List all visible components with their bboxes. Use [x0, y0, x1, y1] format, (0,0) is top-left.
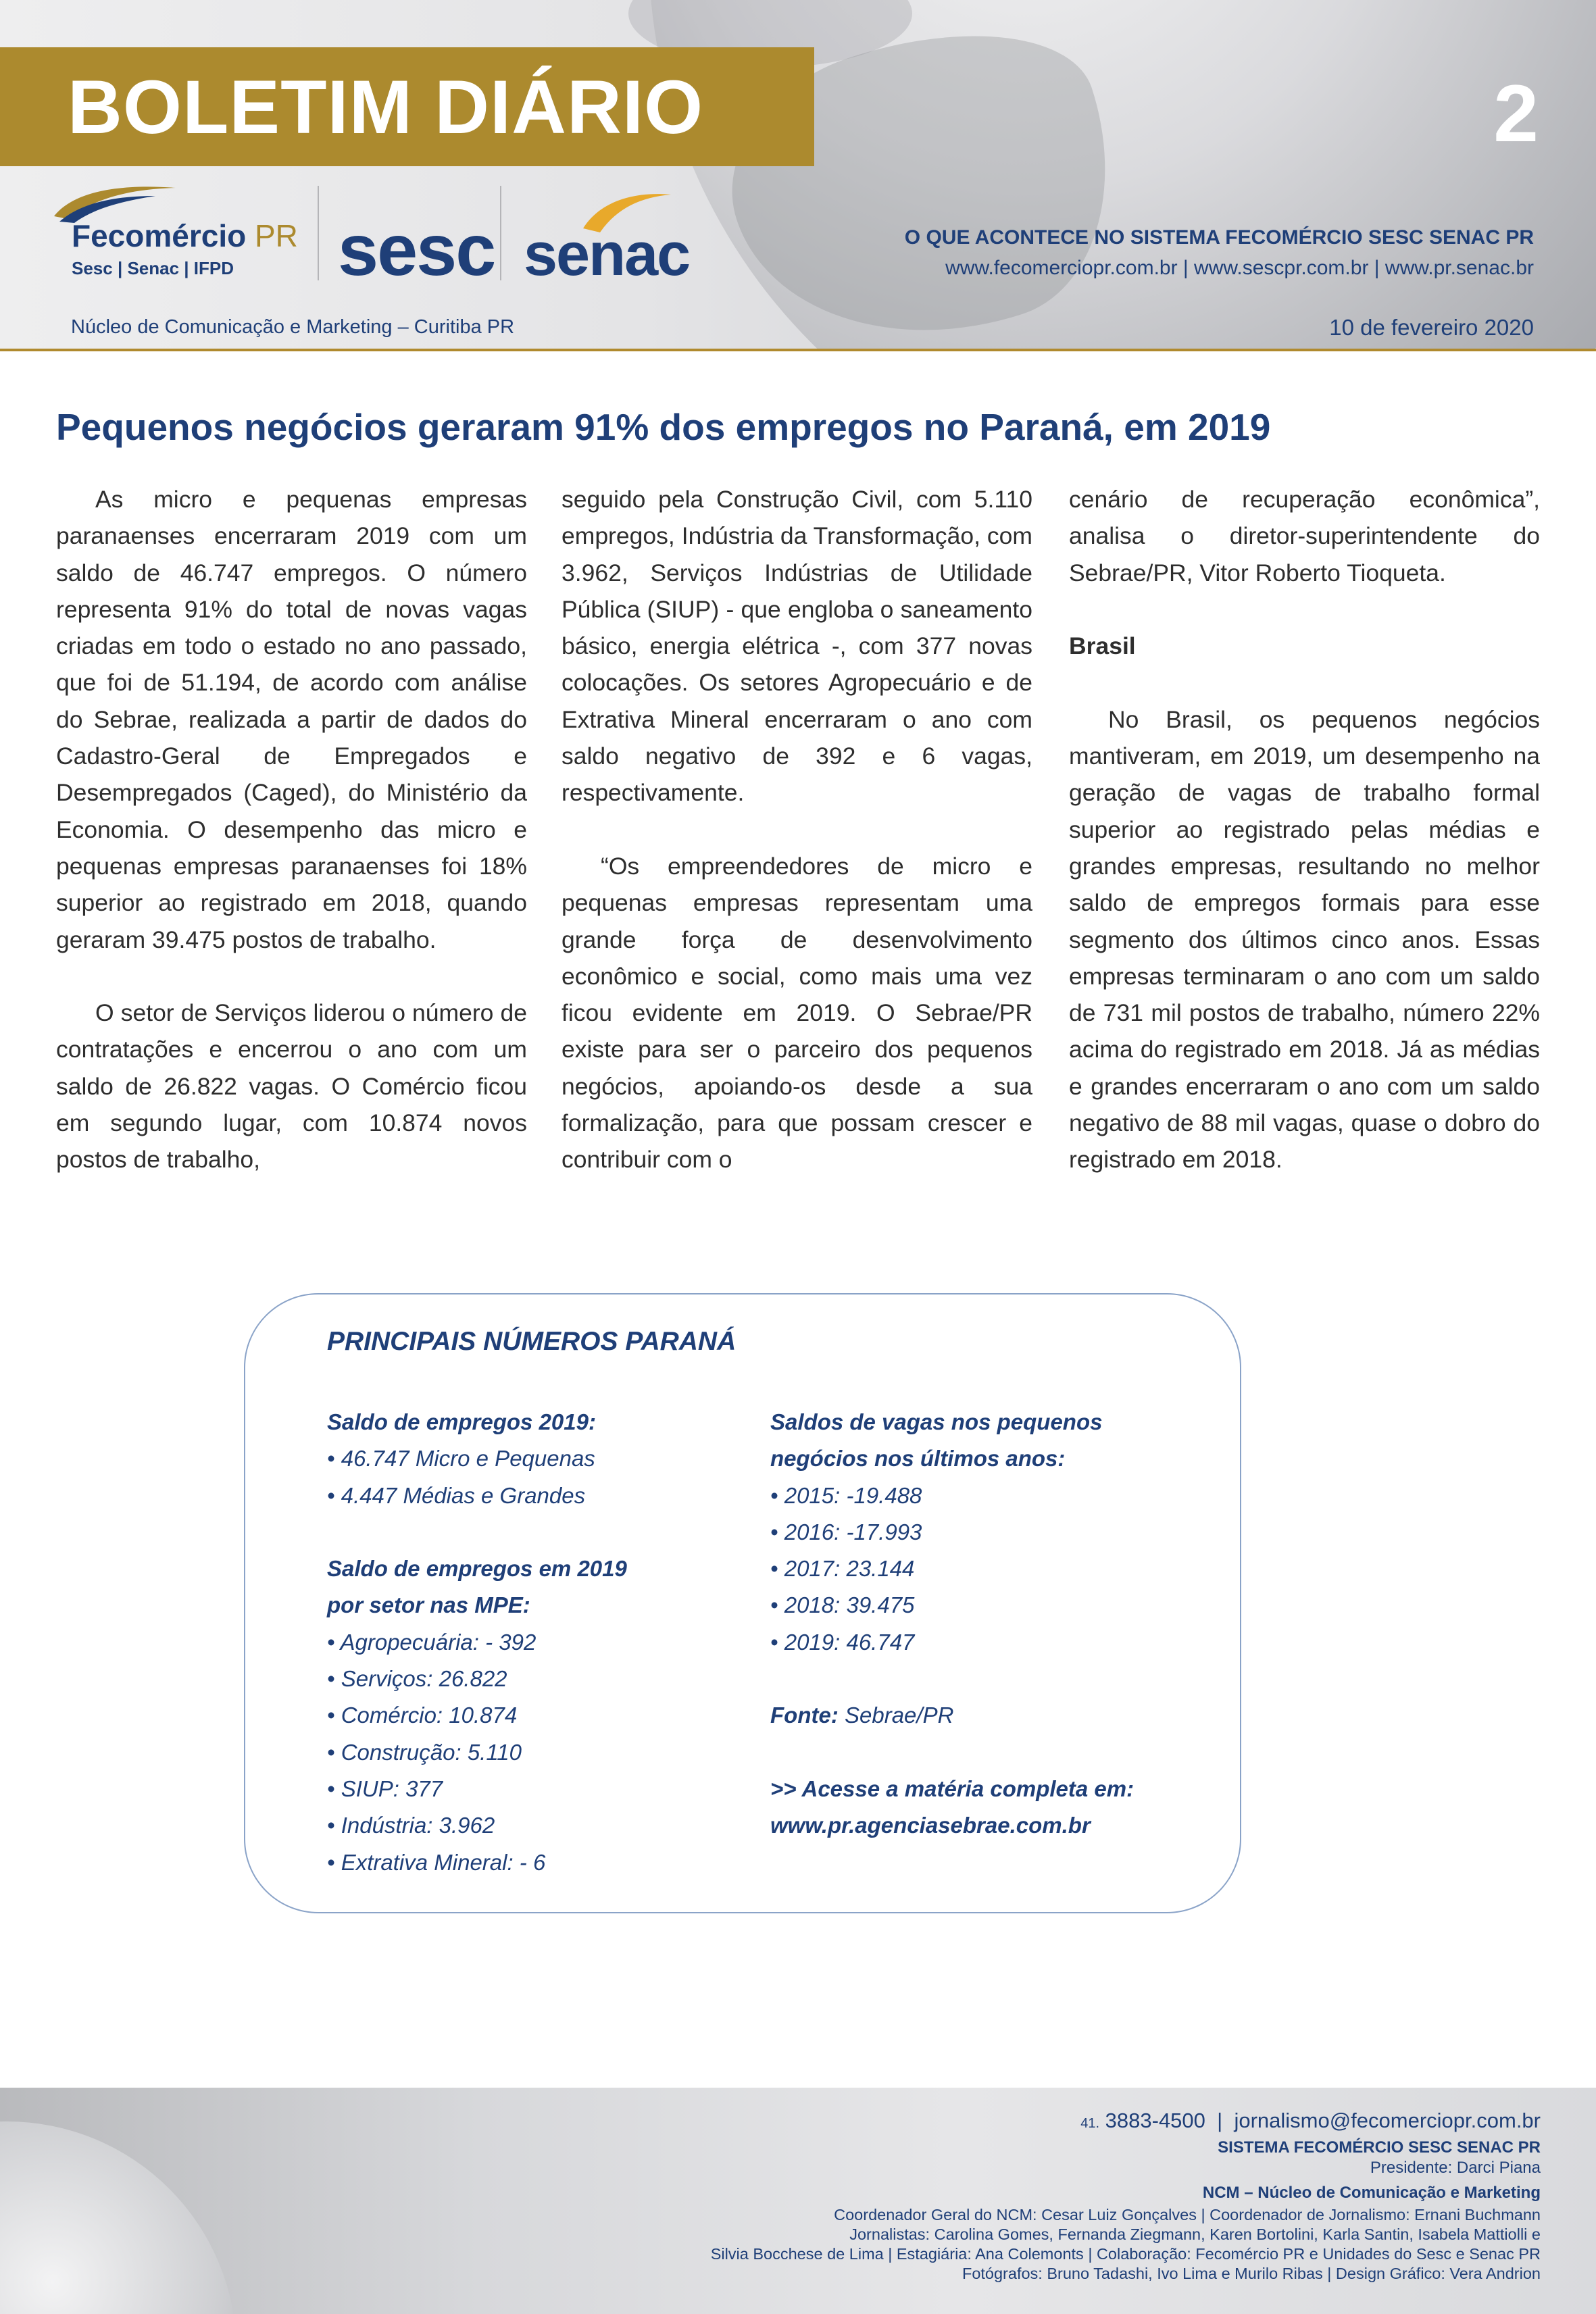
list-item: • SIUP: 377 — [327, 1776, 443, 1801]
department-label: Núcleo de Comunicação e Marketing – Curitiba PR — [71, 316, 515, 338]
footer-credits — [527, 2107, 1541, 2284]
article-column-1 — [56, 481, 527, 1215]
article-headline: Pequenos negócios geraram 91% dos empregos no Paraná, em 2019 — [56, 406, 1271, 448]
spacer — [770, 1661, 1134, 1697]
senac-logo: senac — [524, 221, 690, 288]
section-subhead: Brasil — [1069, 632, 1136, 660]
phone-ddd: 41. — [1080, 2116, 1100, 2131]
paragraph: seguido pela Construção Civil, com 5.110 empregos, Indústria da Transformação, com 3.962, Serviços Indústrias de Utilidade Pública (SIUP) - que engloba o saneamento básico, energia elétrica -, com 377 novas colocações. Os setores Agropecuário e de Extrativa Mineral encerraram o ano com saldo negativo de 392 e 6 vagas, respectivamente. — [562, 486, 1032, 807]
fecomercio-pr: PR — [255, 218, 298, 253]
system-name: SISTEMA FECOMÉRCIO SESC SENAC PR — [1218, 2138, 1541, 2157]
website-links: www.fecomerciopr.com.br | www.sescpr.com.br | www.pr.senac.br — [945, 257, 1534, 279]
source-line — [770, 1697, 1134, 1734]
key-figures-title: PRINCIPAIS NÚMEROS PARANÁ — [327, 1327, 737, 1356]
phone-number: 3883-4500 — [1105, 2109, 1205, 2132]
paragraph: As micro e pequenas empresas paranaenses encerraram 2019 com um saldo de 46.747 empregos. O número representa 91% do total de novas vagas criadas em todo o estado no ano passado, que foi de 51.194, de acordo com análise do Sebrae, realizada a partir de dados do Cadastro-Geral de Empregados e Desempregados (Caged), do Ministério da Economia. O desempenho das micro e pequenas empresas paranaenses foi 18% superior ao registrado em 2018, quando geraram 39.475 postos de trabalho. — [56, 486, 527, 953]
sesc-logo: sesc — [338, 209, 495, 291]
credit-line: Coordenador Geral do NCM: Cesar Luiz Gonçalves | Coordenador de Jornalismo: Ernani Buchmann — [834, 2206, 1541, 2223]
logo-divider — [318, 186, 319, 280]
bulletin-title: BOLETIM DIÁRIO — [68, 65, 704, 149]
credit-line: Silvia Bocchese de Lima | Estagiária: Ana Colemonts | Colaboração: Fecomércio PR e Unidades do Sesc e Senac PR — [710, 2245, 1541, 2263]
vagas-heading: Saldos de vagas nos pequenos — [770, 1409, 1103, 1434]
list-item: • Agropecuária: - 392 — [327, 1629, 537, 1655]
list-item: • 2017: 23.144 — [770, 1556, 915, 1582]
list-item: • Indústria: 3.962 — [327, 1813, 495, 1838]
source-label: Fonte: — [770, 1703, 839, 1728]
article-column-2 — [562, 481, 1032, 1215]
spacer — [770, 1734, 1134, 1771]
source-value: Sebrae/PR — [844, 1703, 954, 1728]
ncm-title: NCM – Núcleo de Comunicação e Marketing — [1202, 2184, 1541, 2202]
paragraph: O setor de Serviços liderou o número de contratações e encerrou o ano com um saldo de 26.822 vagas. O Comércio ficou em segundo lugar, com 10.874 novos postos de trabalho, — [56, 999, 527, 1174]
page-number: 2 — [1493, 68, 1539, 159]
setor-heading-line2: por setor nas MPE: — [327, 1592, 530, 1618]
read-more-label: >> Acesse a matéria completa em: — [770, 1776, 1134, 1801]
logo-divider — [500, 186, 501, 280]
issue-date: 10 de fevereiro 2020 — [1329, 315, 1534, 340]
footer-globe-graphic — [0, 2121, 236, 2314]
saldo-heading: Saldo de empregos 2019: — [327, 1409, 596, 1434]
credit-line: Jornalistas: Carolina Gomes, Fernanda Ziegmann, Karen Bortolini, Karla Santin, Isabela Mattiolli e — [849, 2225, 1541, 2243]
list-item: • 2016: -17.993 — [770, 1519, 922, 1544]
paragraph: No Brasil, os pequenos negócios mantiveram, em 2019, um desempenho na geração de vagas de trabalho formal superior ao registrado pelas médias e grandes empresas, resultando no melhor saldo de empregos formais para esse segmento dos últimos cinco anos. Essas empresas terminaram o ano com um saldo de 731 mil postos de trabalho, número 22% acima do registrado em 2018. Já as médias e grandes encerraram o ano com um saldo negativo de 88 mil vagas, quase o dobro do registrado em 2018. — [1069, 705, 1540, 1174]
paragraph: “Os empreendedores de micro e pequenas empresas representam uma grande força de desenvolvimento econômico e social, como mais uma vez ficou evidente em 2019. O Sebrae/PR existe para ser o parceiro dos pequenos negócios, apoiando-os desde a sua formalização, para que possam crescer e contribuir com o — [562, 852, 1032, 1174]
fecomercio-sublabel: Sesc | Senac | IFPD — [72, 258, 234, 278]
fecomercio-logo — [47, 184, 298, 285]
paragraph: cenário de recuperação econômica”, analisa o diretor-superintendente do Sebrae/PR, Vitor Roberto Tioqueta. — [1069, 486, 1540, 586]
setor-heading: Saldo de empregos em 2019 — [327, 1556, 627, 1582]
list-item: • 2018: 39.475 — [770, 1592, 915, 1618]
spacer — [327, 1514, 627, 1551]
read-more-link[interactable]: www.pr.agenciasebrae.com.br — [770, 1813, 1091, 1838]
fecomercio-wordmark — [72, 218, 298, 254]
contact-email[interactable]: jornalismo@fecomerciopr.com.br — [1234, 2109, 1541, 2132]
vagas-heading-line2: negócios nos últimos anos: — [770, 1446, 1066, 1472]
list-item: • 46.747 Micro e Pequenas — [327, 1446, 595, 1472]
list-item: • Comércio: 10.874 — [327, 1703, 518, 1728]
list-item: • Extrativa Mineral: - 6 — [327, 1849, 546, 1875]
staff-credits — [527, 2205, 1541, 2284]
tagline: O QUE ACONTECE NO SISTEMA FECOMÉRCIO SESC SENAC PR — [904, 226, 1534, 249]
key-figures-column-1 — [327, 1404, 627, 1881]
list-item: • 4.447 Médias e Grandes — [327, 1482, 586, 1508]
list-item: • Construção: 5.110 — [327, 1739, 522, 1765]
president: Presidente: Darci Piana — [1370, 2159, 1541, 2177]
fecomercio-name: Fecomércio — [72, 218, 247, 253]
key-figures-column-2 — [770, 1404, 1134, 1844]
contact-separator: | — [1217, 2109, 1223, 2132]
list-item: • 2015: -19.488 — [770, 1482, 922, 1508]
contact-line — [527, 2107, 1541, 2138]
article-column-3 — [1069, 481, 1540, 1215]
list-item: • 2019: 46.747 — [770, 1629, 915, 1655]
list-item: • Serviços: 26.822 — [327, 1666, 507, 1692]
credit-line: Fotógrafos: Bruno Tadashi, Ivo Lima e Murilo Ribas | Design Gráfico: Vera Andrion — [962, 2265, 1541, 2282]
